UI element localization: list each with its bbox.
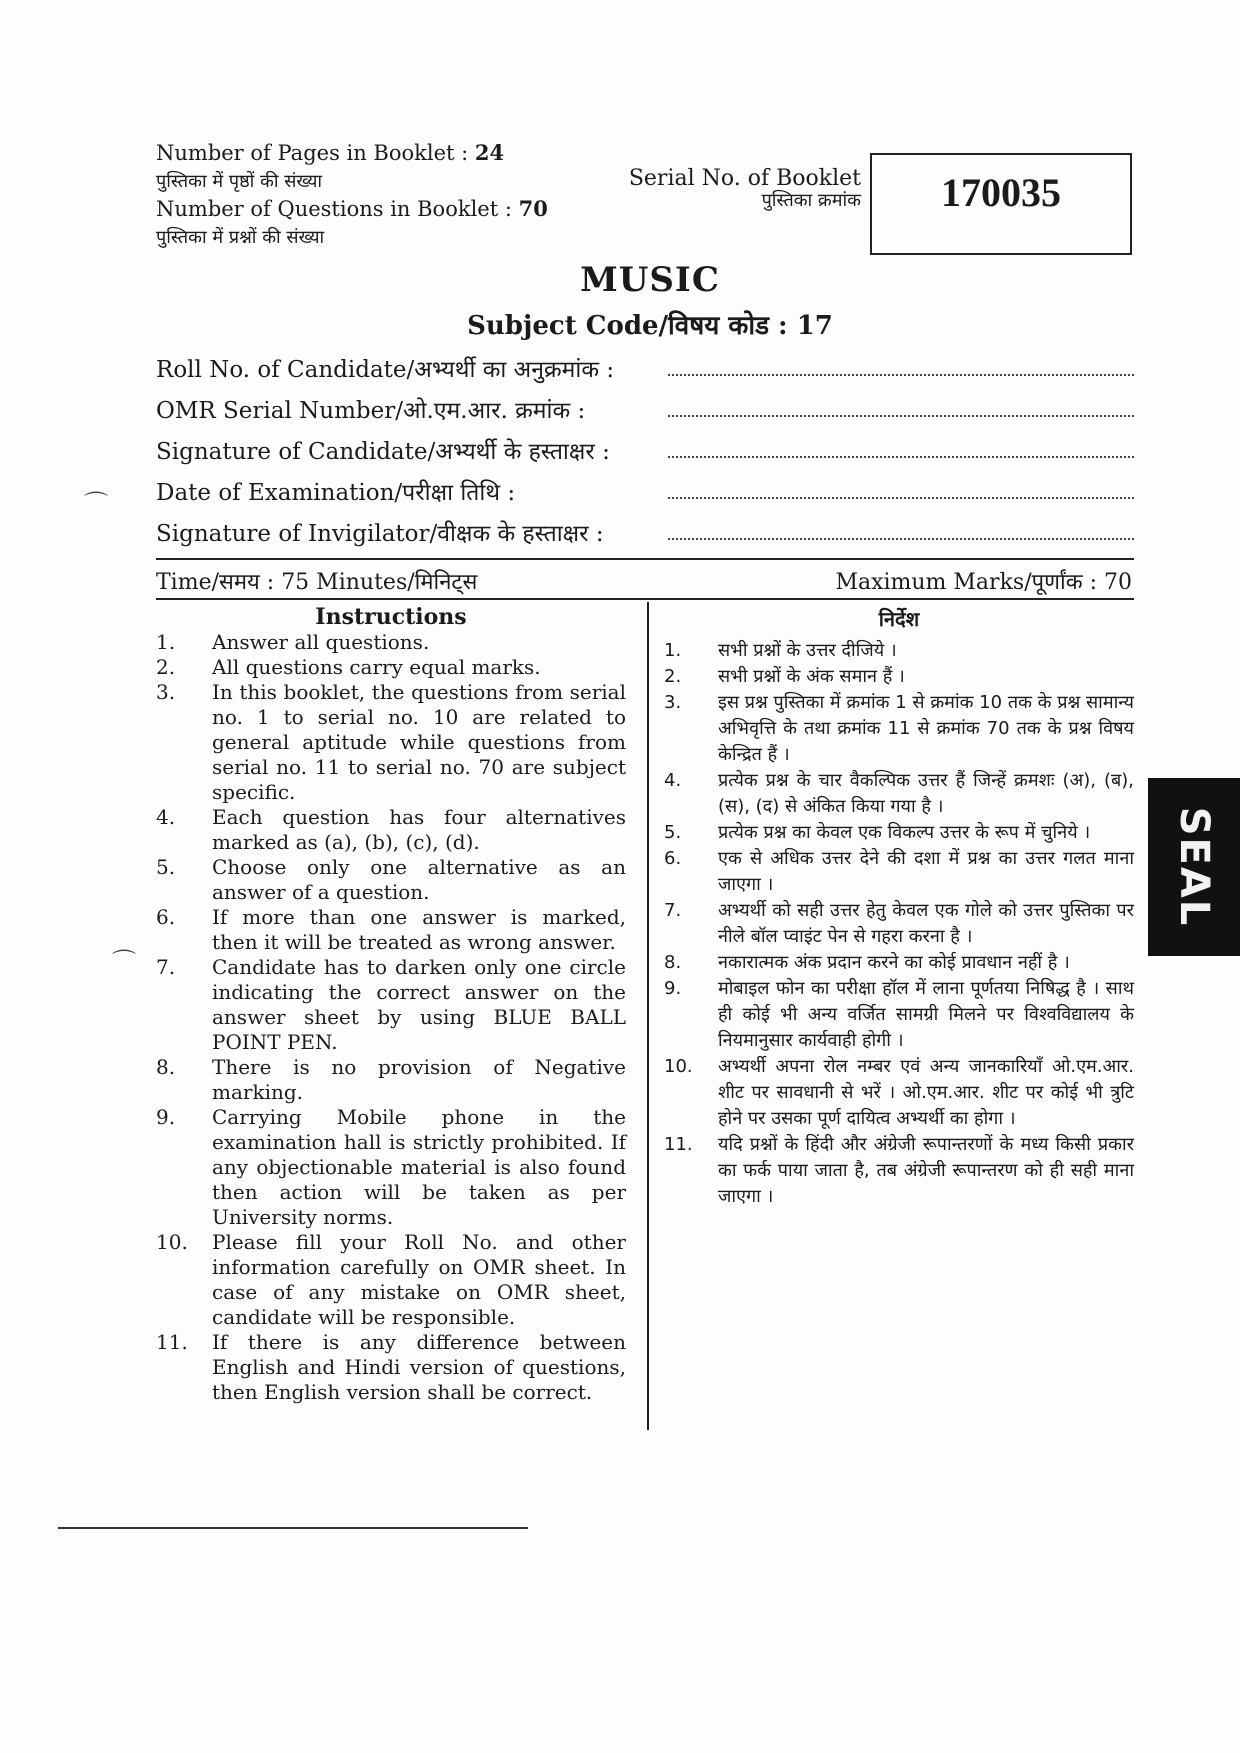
instruction-item <box>156 630 626 655</box>
instruction-item <box>664 638 1134 664</box>
subject-code: Subject Code/विषय कोड : 17 <box>467 311 833 341</box>
instructions-heading-hi: निर्देश <box>878 607 920 631</box>
instruction-number: 9. <box>664 978 682 999</box>
instruction-number: 11. <box>664 1134 693 1155</box>
fill-line <box>668 374 1134 376</box>
instruction-number: 9. <box>156 1105 176 1129</box>
booklet-meta <box>156 138 548 251</box>
pages-count-en: Number of Pages in Booklet : 24 <box>156 140 505 165</box>
instruction-item <box>664 950 1134 976</box>
instruction-text: Candidate has to darken only one circle indicating the correct answer on the answer sheet by using BLUE BALL POINT PEN. <box>212 955 626 1054</box>
instruction-item <box>156 1055 626 1105</box>
instruction-number: 2. <box>664 666 682 687</box>
instruction-number: 7. <box>156 955 176 979</box>
scan-mark: ⌒ <box>112 948 136 976</box>
instruction-text: सभी प्रश्नों के अंक समान हैं । <box>718 666 905 687</box>
field-label: Signature of Candidate/अभ्यर्थी के हस्ताक्षर : <box>156 439 610 465</box>
field-label: Roll No. of Candidate/अभ्यर्थी का अनुक्रमांक : <box>156 357 615 383</box>
instruction-text: एक से अधिक उत्तर देने की दशा में प्रश्न का उत्तर गलत माना जाएगा । <box>718 848 1134 895</box>
instruction-item <box>156 1330 626 1405</box>
instruction-text: प्रत्येक प्रश्न का केवल एक विकल्प उत्तर के रूप में चुनिये । <box>718 822 1091 843</box>
exam-time: Time/समय : 75 Minutes/मिनिट्स <box>156 570 478 595</box>
instruction-item <box>156 855 626 905</box>
instruction-number: 10. <box>664 1056 693 1077</box>
instruction-item <box>156 1105 626 1230</box>
instruction-number: 6. <box>156 905 176 929</box>
instruction-text: If more than one answer is marked, then it will be treated as wrong answer. <box>212 905 626 954</box>
seal-tab[interactable] <box>1148 778 1240 956</box>
instruction-text: प्रत्येक प्रश्न के चार वैकल्पिक उत्तर हैं जिन्हें क्रमशः (अ), (ब), (स), (द) से अंकित किया गया है । <box>718 770 1134 817</box>
candidate-signature-field[interactable] <box>156 434 1156 468</box>
serial-label-hi: पुस्तिका क्रमांक <box>761 190 861 212</box>
instruction-text: नकारात्मक अंक प्रदान करने का कोई प्रावधान नहीं है । <box>718 952 1070 973</box>
instruction-item <box>664 846 1134 898</box>
instruction-item <box>664 1132 1134 1210</box>
subject-title: MUSIC <box>580 260 720 300</box>
instruction-item <box>664 898 1134 950</box>
instruction-item <box>156 805 626 855</box>
instruction-item <box>664 1054 1134 1132</box>
instruction-number: 7. <box>664 900 682 921</box>
fill-line <box>668 415 1134 417</box>
instructions-heading: Instructions <box>315 604 467 630</box>
instruction-number: 4. <box>664 770 682 791</box>
instruction-text: There is no provision of Negative marking. <box>212 1055 626 1104</box>
instruction-number: 6. <box>664 848 682 869</box>
instruction-number: 3. <box>664 692 682 713</box>
instruction-text: Answer all questions. <box>212 630 430 654</box>
instruction-item <box>664 820 1134 846</box>
field-label: Date of Examination/परीक्षा तिथि : <box>156 480 516 506</box>
instruction-number: 8. <box>156 1055 176 1079</box>
fill-line <box>668 456 1134 458</box>
instruction-item <box>664 976 1134 1054</box>
instruction-text: मोबाइल फोन का परीक्षा हॉल में लाना पूर्णतया निषिद्ध है । साथ ही कोई भी अन्य वर्जित सामग्री मिलने पर विश्वविद्यालय के नियमानुसार कार्यवाही होगी । <box>718 978 1134 1051</box>
omr-serial-field[interactable] <box>156 393 1156 427</box>
divider <box>156 598 1134 600</box>
instruction-number: 3. <box>156 680 176 704</box>
instruction-text: अभ्यर्थी को सही उत्तर हेतु केवल एक गोले को उत्तर पुस्तिका पर नीले बॉल प्वाइंट पेन से गहरा करना है । <box>718 900 1134 947</box>
serial-label <box>606 166 861 212</box>
seal-label: SEAL <box>1171 806 1217 928</box>
instruction-number: 10. <box>156 1230 188 1254</box>
instruction-text: सभी प्रश्नों के उत्तर दीजिये । <box>718 640 897 661</box>
instructions-en <box>156 604 626 1405</box>
instruction-text: यदि प्रश्नों के हिंदी और अंग्रेजी रूपान्तरणों के मध्य किसी प्रकार का फर्क पाया जाता है, तब अंग्रेजी रूपान्तरण को ही सही माना जाएगा । <box>718 1134 1134 1207</box>
instructions-list-hi <box>664 638 1134 1210</box>
roll-number-field[interactable] <box>156 352 1156 386</box>
questions-count-en: Number of Questions in Booklet : 70 <box>156 196 548 222</box>
instruction-number: 4. <box>156 805 176 829</box>
instruction-item <box>156 680 626 805</box>
instruction-number: 1. <box>156 630 176 654</box>
instruction-item <box>664 690 1134 768</box>
max-marks: Maximum Marks/पूर्णांक : 70 <box>835 570 1132 595</box>
instruction-text: Please fill your Roll No. and other information carefully on OMR sheet. In case of any mistake on OMR sheet, candidate will be responsible. <box>212 1230 626 1329</box>
instruction-text: In this booklet, the questions from serial no. 1 to serial no. 10 are related to general aptitude while questions from serial no. 11 to serial no. 70 are subject specific. <box>212 680 626 804</box>
instruction-number: 11. <box>156 1330 188 1354</box>
field-label: OMR Serial Number/ओ.एम.आर. क्रमांक : <box>156 398 586 424</box>
fill-line <box>668 538 1134 540</box>
questions-count-hi: पुस्तिका में प्रश्नों की संख्या <box>156 227 325 249</box>
instruction-text: इस प्रश्न पुस्तिका में क्रमांक 1 से क्रमांक 10 तक के प्रश्न सामान्य अभिवृत्ति के तथा क्रमांक 11 से क्रमांक 70 तक के प्रश्न विषय केन्द्रित हैं । <box>718 692 1134 765</box>
instruction-item <box>156 1230 626 1330</box>
instruction-number: 8. <box>664 952 682 973</box>
instruction-text: अभ्यर्थी अपना रोल नम्बर एवं अन्य जानकारियाँ ओ.एम.आर. शीट पर सावधानी से भरें । ओ.एम.आर. शीट पर कोई भी त्रुटि होने पर उसका पूर्ण दायित्व अभ्यर्थी का होगा । <box>718 1056 1134 1129</box>
instruction-item <box>156 655 626 680</box>
instruction-text: Carrying Mobile phone in the examination hall is strictly prohibited. If any objectionable material is also found then action will be taken as per University norms. <box>212 1105 626 1229</box>
instruction-text: Each question has four alternatives marked as (a), (b), (c), (d). <box>212 805 626 854</box>
scan-mark: ⌒ <box>84 490 108 518</box>
instruction-number: 2. <box>156 655 176 679</box>
instructions-hi <box>664 606 1134 1210</box>
serial-number-box: 170035 <box>870 153 1132 255</box>
invigilator-signature-field[interactable] <box>156 516 1156 550</box>
instruction-text: If there is any difference between English and Hindi version of questions, then English version shall be correct. <box>212 1330 626 1404</box>
instruction-number: 5. <box>664 822 682 843</box>
instruction-item <box>156 905 626 955</box>
pages-count-hi: पुस्तिका में पृष्ठों की संख्या <box>156 170 323 192</box>
instructions-list <box>156 630 626 1405</box>
field-label: Signature of Invigilator/वीक्षक के हस्ताक्षर : <box>156 521 604 547</box>
column-divider <box>647 602 649 1430</box>
instruction-item <box>664 664 1134 690</box>
exam-date-field[interactable] <box>156 475 1156 509</box>
fill-line <box>668 497 1134 499</box>
divider <box>156 558 1134 560</box>
instruction-item <box>664 768 1134 820</box>
instruction-number: 5. <box>156 855 176 879</box>
instruction-text: Choose only one alternative as an answer of a question. <box>212 855 626 904</box>
instruction-number: 1. <box>664 640 682 661</box>
instruction-text: All questions carry equal marks. <box>212 655 541 679</box>
bottom-rule <box>58 1527 528 1529</box>
serial-label-en: Serial No. of Booklet <box>628 166 861 191</box>
instruction-item <box>156 955 626 1055</box>
